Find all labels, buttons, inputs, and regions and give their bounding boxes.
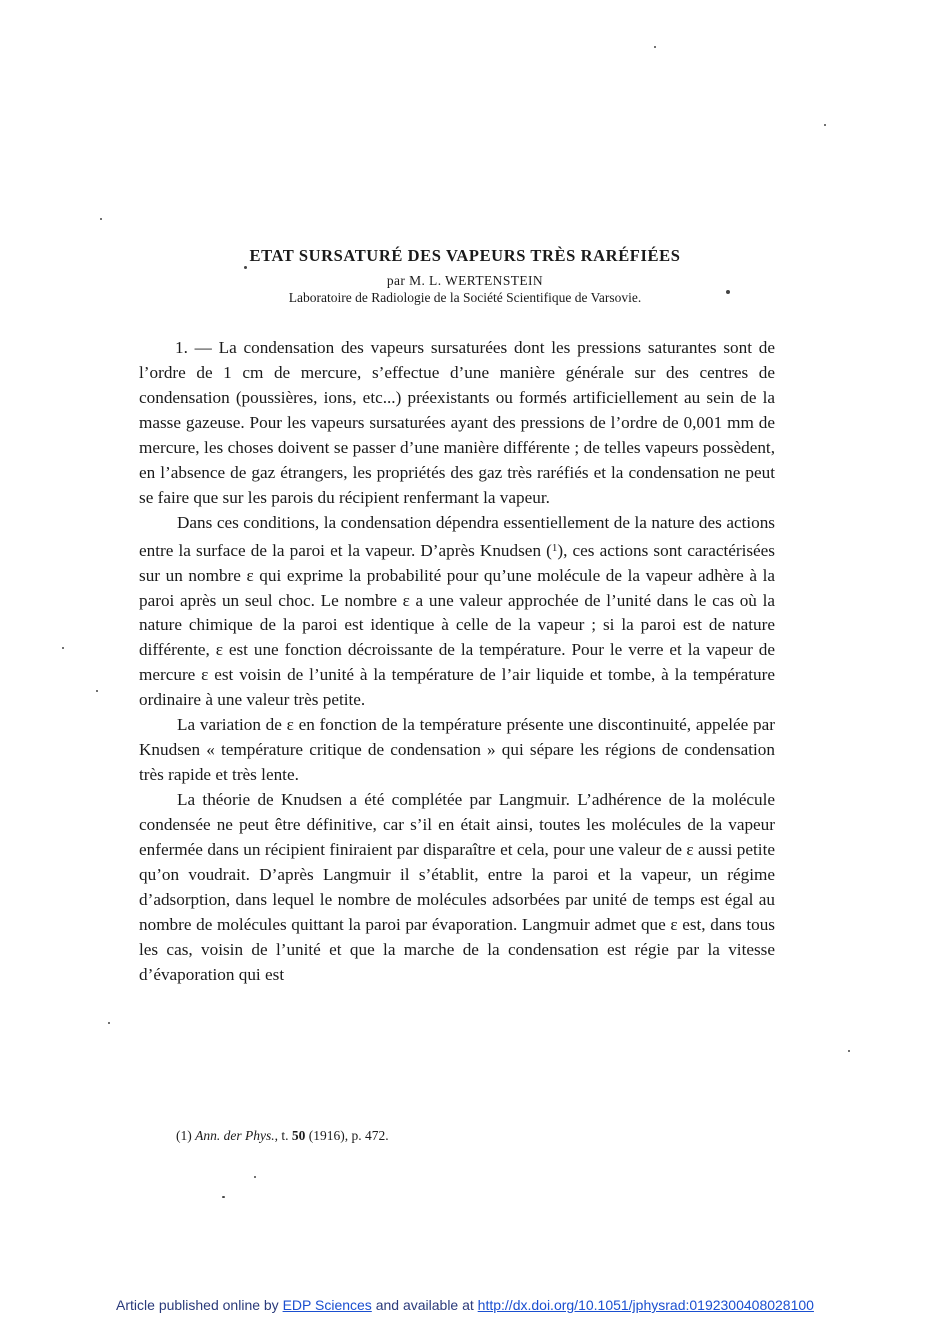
publication-footer	[0, 1297, 930, 1313]
paragraph-4: La théorie de Knudsen a été complétée par Langmuir. L’adhérence de la molécule condensée ne peut être définitive, car s’il en était ainsi, toutes les molécules de la vapeur enfermée dans un récipient finiraient par disparaître et cela, pour une valeur de ε aussi petite qu’on voudrait. D’après Langmuir il s’établit, entre la paroi et la vapeur, un régime d’adsorption, dans lequel le nombre de molécules adsorbées par unité de temps est égal au nombre de molécules quittant la paroi par évaporation. Langmuir admet que ε est, dans tous les cas, voisin de l’unité et que la marche de la condensation est régie par la vitesse d’évaporation qui est	[139, 790, 775, 984]
footnote	[176, 1128, 389, 1144]
footnote-volume: 50	[291, 1128, 306, 1143]
paragraph-2-text-b: ), ces actions sont caractérisées sur un nombre ε qui exprime la probabilité pour qu’une molécule de la vapeur adhère à la paroi après un seul choc. Le nombre ε a une valeur approchée de l’unité dans le cas où la nature chimique de la paroi est identique à celle de la vapeur ; si la paroi est de nature différente, ε est une fonction décroissante de la température. Pour le verre et la vapeur de mercure ε est voisin de l’unité à la température de l’air liquide et tombe, à la température ordinaire à une valeur très petite.	[139, 540, 775, 710]
scan-speck	[96, 690, 98, 692]
scan-speck	[848, 1050, 850, 1052]
scan-speck	[100, 218, 102, 220]
article-body	[139, 336, 775, 988]
paragraph-2	[139, 511, 775, 714]
scan-speck	[244, 266, 247, 269]
scan-speck	[108, 1022, 110, 1024]
footnote-mark: (1)	[176, 1128, 192, 1143]
footer-middle: and available at	[375, 1297, 474, 1313]
scan-speck	[254, 1176, 256, 1178]
paragraph-1: 1. — La condensation des vapeurs sursaturées dont les pressions saturantes sont de l’ordre de 1 cm de mercure, s’effectue d’une manière générale sur des centres de condensation (poussières, ions, etc...) préexistants ou formés artificiellement au sein de la masse gazeuse. Pour les vapeurs sursaturées ayant des pressions de l’ordre de 0,001 mm de mercure, les choses doivent se passer d’une manière différente ; de telles vapeurs possèdent, en l’absence de gaz étrangers, les propriétés des gaz très raréfiés et la condensation ne peut se faire que sur les parois du récipient renfermant la vapeur.	[139, 338, 775, 507]
doi-link[interactable]: http://dx.doi.org/10.1051/jphysrad:0192300408028100	[477, 1297, 814, 1313]
scan-speck	[824, 124, 826, 126]
footer-prefix: Article published online by	[116, 1297, 279, 1313]
paragraph-2-text-a: Dans ces conditions, la condensation dépendra essentiellement de la nature des actions entre la surface de la paroi et la vapeur. D’après Knudsen (	[139, 512, 775, 560]
footnote-sep: , t.	[274, 1128, 292, 1143]
footnote-reference[interactable]: 1	[551, 541, 558, 554]
publisher-link[interactable]: EDP Sciences	[282, 1297, 372, 1313]
article-title: ETAT SURSATURÉ DES VAPEURS TRÈS RARÉFIÉES	[249, 246, 681, 265]
footnote-rest: (1916), p. 472.	[305, 1128, 389, 1143]
scan-speck	[726, 290, 730, 294]
scan-speck	[654, 46, 656, 48]
article-affiliation: Laboratoire de Radiologie de la Société Scientifique de Varsovie.	[288, 290, 642, 305]
paragraph-3: La variation de ε en fonction de la température présente une discontinuité, appelée par Knudsen « température critique de condensation » qui sépare les régions de condensation très rapide et très lente.	[139, 715, 775, 785]
article-author: par M. L. WERTENSTEIN	[386, 273, 544, 288]
footnote-journal: Ann. der Phys.	[195, 1128, 275, 1143]
scan-speck	[62, 647, 64, 649]
scan-speck	[222, 1196, 225, 1198]
